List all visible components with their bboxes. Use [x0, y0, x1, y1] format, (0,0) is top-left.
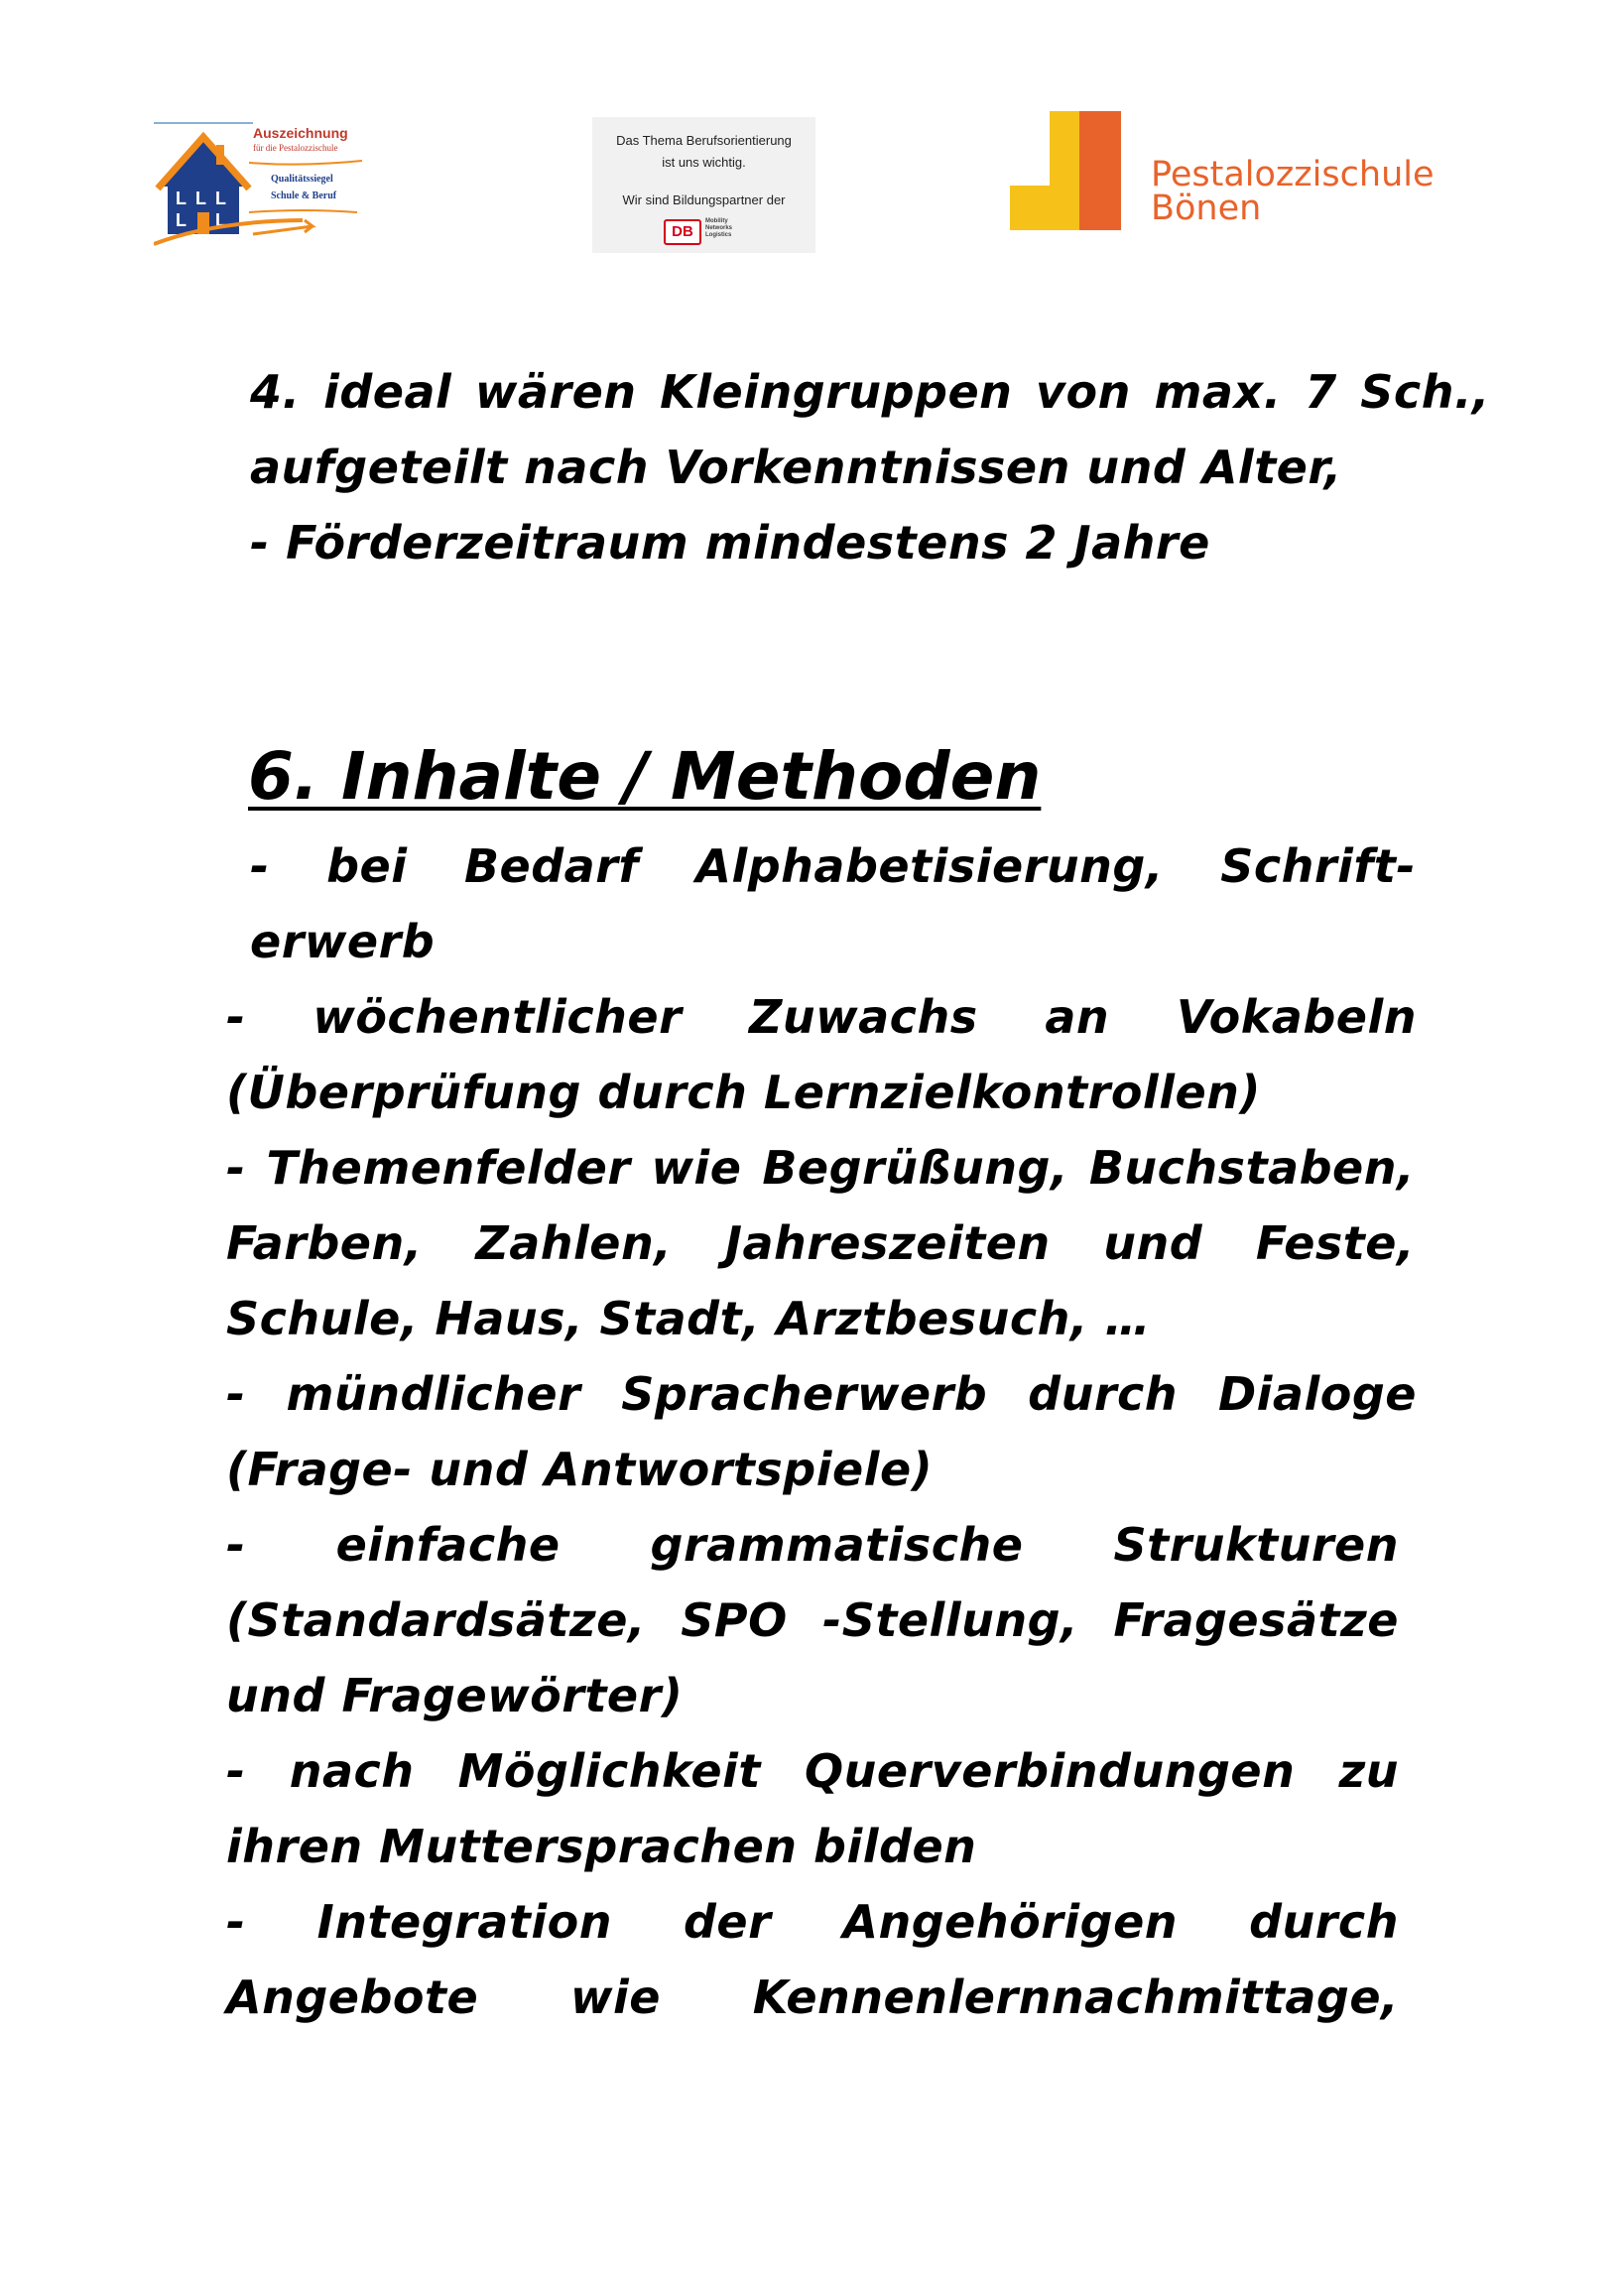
word: Strukturen	[1113, 1518, 1399, 1572]
word: Querverbindungen	[805, 1744, 1296, 1798]
body-line: erwerb	[250, 915, 436, 968]
partner-line3: Wir sind Bildungspartner der	[622, 192, 786, 207]
word: wären	[474, 365, 637, 419]
svg-text:L: L	[176, 189, 187, 208]
body-line	[226, 979, 1417, 1055]
word: und	[1103, 1216, 1203, 1270]
word: mündlicher	[286, 1367, 581, 1421]
body-line	[250, 828, 1416, 904]
partner-line2: ist uns wichtig.	[662, 155, 746, 170]
word: zu	[1338, 1744, 1399, 1798]
word: -	[226, 1141, 246, 1195]
word: 7	[1305, 365, 1337, 419]
body-line	[226, 1884, 1399, 1960]
word: ideal	[323, 365, 452, 419]
word: -	[226, 1895, 246, 1949]
body-line	[226, 1206, 1415, 1281]
db-caption-line: Networks	[705, 225, 733, 231]
school-emblem-icon	[1010, 111, 1139, 235]
word: grammatische	[650, 1518, 1024, 1572]
word: Kennenlernnachmittage,	[752, 1970, 1399, 2024]
db-caption-line: Mobility	[705, 218, 728, 224]
award-seal-line1: Qualitätssiegel	[271, 174, 333, 185]
body-line	[226, 1356, 1417, 1432]
school-name: Pestalozzischule	[1151, 155, 1435, 194]
school-logo	[1010, 111, 1435, 235]
word: wöchentlicher	[312, 990, 683, 1044]
page-header	[0, 0, 1624, 288]
section-heading: 6. Inhalte / Methoden	[248, 738, 1042, 815]
word: durch	[1028, 1367, 1179, 1421]
word: Möglichkeit	[457, 1744, 761, 1798]
award-subtitle: für die Pestalozzischule	[253, 143, 338, 153]
word: -	[250, 839, 270, 893]
award-title: Auszeichnung	[253, 125, 348, 141]
intro-line-2: aufgeteilt nach Vorkenntnissen und Alter,	[250, 441, 1342, 494]
body-line	[226, 1960, 1399, 2035]
word: von	[1036, 365, 1131, 419]
word: Sch.,	[1360, 365, 1490, 419]
body-line	[226, 1733, 1399, 1809]
db-logo: DB	[664, 219, 701, 245]
svg-text:L: L	[215, 210, 226, 230]
word: wie	[651, 1141, 742, 1195]
db-caption	[705, 218, 732, 239]
word: wie	[569, 1970, 661, 2024]
word: Zuwachs	[749, 990, 978, 1044]
word: -	[226, 1367, 246, 1421]
school-city: Bönen	[1151, 189, 1262, 228]
word: (Standardsätze,	[226, 1593, 646, 1647]
body-line: (Überprüfung durch Lernzielkontrollen)	[226, 1066, 1261, 1119]
word: Buchstaben,	[1088, 1141, 1415, 1195]
partner-logo	[592, 117, 815, 253]
body-line: und Fragewörter)	[226, 1669, 684, 1722]
word: Integration	[316, 1895, 612, 1949]
word: Feste,	[1255, 1216, 1415, 1270]
body-line	[226, 1507, 1399, 1583]
word: Bedarf	[463, 839, 639, 893]
word: einfache	[335, 1518, 561, 1572]
word: Jahreszeiten	[724, 1216, 1051, 1270]
body-line: ihren Muttersprachen bilden	[226, 1820, 977, 1873]
award-logo	[154, 117, 367, 251]
word: der	[684, 1895, 772, 1949]
word: max.	[1154, 365, 1282, 419]
word: Vokabeln	[1176, 990, 1417, 1044]
word: Schrift-	[1220, 839, 1416, 893]
word: -	[226, 1744, 246, 1798]
word: bei	[326, 839, 408, 893]
db-caption-line: Logistics	[705, 232, 732, 238]
word: -	[226, 990, 246, 1044]
word: Themenfelder	[266, 1141, 631, 1195]
award-seal-line2: Schule & Beruf	[271, 190, 337, 201]
intro-line-3: - Förderzeitraum mindestens 2 Jahre	[250, 516, 1210, 570]
word: Angebote	[226, 1970, 479, 2024]
word: Kleingruppen	[660, 365, 1013, 419]
svg-text:L: L	[176, 210, 187, 230]
word: Fragesätze	[1113, 1593, 1399, 1647]
intro-line-1	[250, 354, 1490, 430]
body-line	[226, 1583, 1399, 1658]
word: -Stellung,	[822, 1593, 1078, 1647]
partner-line1: Das Thema Berufsorientierung	[616, 133, 792, 148]
word: Zahlen,	[475, 1216, 673, 1270]
word: durch	[1249, 1895, 1399, 1949]
word: Spracherwerb	[621, 1367, 988, 1421]
body-line: Schule, Haus, Stadt, Arztbesuch, …	[226, 1292, 1151, 1345]
svg-text:L: L	[195, 189, 206, 208]
word: Dialoge	[1217, 1367, 1417, 1421]
word: Alphabetisierung,	[695, 839, 1164, 893]
body-line	[226, 1130, 1415, 1206]
word: SPO	[681, 1593, 788, 1647]
word: Begrüßung,	[762, 1141, 1068, 1195]
word: an	[1045, 990, 1110, 1044]
svg-text:L: L	[215, 189, 226, 208]
word: Angehörigen	[842, 1895, 1179, 1949]
word: -	[226, 1518, 246, 1572]
word: 4.	[250, 365, 301, 419]
word: Farben,	[226, 1216, 423, 1270]
body-line: (Frage- und Antwortspiele)	[226, 1443, 934, 1496]
word: nach	[289, 1744, 415, 1798]
